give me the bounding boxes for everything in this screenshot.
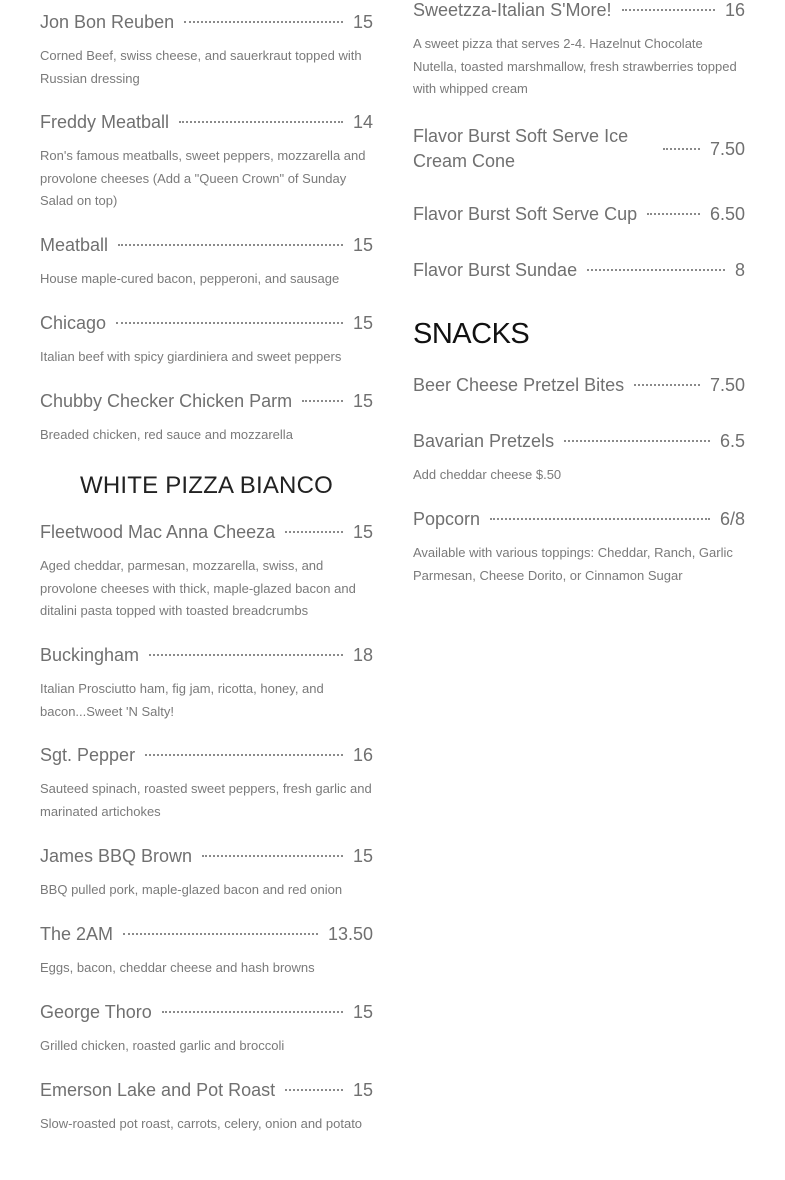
item-description: Ron's famous meatballs, sweet peppers, mozzarella and provolone cheeses (Add a "Queen Crown" of Sunday Salad on top): [40, 148, 366, 208]
menu-item: [40, 846, 373, 902]
item-name: Chicago: [40, 313, 107, 333]
menu-item: [40, 313, 373, 369]
leader-dots: [184, 21, 343, 23]
item-description: Sauteed spinach, roasted sweet peppers, fresh garlic and marinated artichokes: [40, 781, 372, 819]
item-name: Emerson Lake and Pot Roast: [40, 1080, 276, 1100]
menu-item: [413, 375, 745, 396]
leader-dots: [149, 654, 343, 656]
leader-dots: [490, 518, 710, 520]
leader-dots: [285, 531, 343, 533]
menu-item: [40, 745, 373, 823]
leader-dots: [634, 384, 700, 386]
item-description: Available with various toppings: Cheddar, Ranch, Garlic Parmesan, Cheese Dorito, or Cinnamon Sugar: [413, 545, 733, 583]
item-description: A sweet pizza that serves 2-4. Hazelnut Chocolate Nutella, toasted marshmallow, fresh strawberries topped with whipped cream: [413, 36, 737, 96]
item-description: Slow-roasted pot roast, carrots, celery, onion and potato: [40, 1116, 363, 1131]
item-name: Chubby Checker Chicken Parm: [40, 391, 293, 411]
item-name: George Thoro: [40, 1002, 152, 1022]
item-description: Eggs, bacon, cheddar cheese and hash browns: [40, 960, 315, 975]
item-price: 8: [734, 260, 745, 280]
item-description: House maple-cured bacon, pepperoni, and sausage: [40, 271, 340, 286]
leader-dots: [162, 1011, 343, 1013]
leader-dots: [145, 754, 343, 756]
item-price: 6/8: [719, 509, 745, 529]
leader-dots: [285, 1089, 343, 1091]
item-name: Jon Bon Reuben: [40, 12, 175, 32]
menu-item: [40, 1080, 373, 1136]
menu-item: [413, 204, 745, 225]
leader-dots: [202, 855, 343, 857]
item-price: 15: [352, 391, 373, 411]
item-name: Sweetzza-Italian S'More!: [413, 0, 612, 20]
item-price: 6.5: [719, 431, 745, 451]
item-description: Italian Prosciutto ham, fig jam, ricotta, honey, and bacon...Sweet 'N Salty!: [40, 681, 324, 719]
leader-dots: [179, 121, 343, 123]
item-price: 7.50: [709, 375, 745, 395]
item-description: BBQ pulled pork, maple-glazed bacon and red onion: [40, 882, 343, 897]
item-name: Sgt. Pepper: [40, 745, 136, 765]
item-name: Meatball: [40, 235, 109, 255]
item-description: Italian beef with spicy giardiniera and sweet peppers: [40, 349, 342, 364]
item-price: 15: [352, 1080, 373, 1100]
item-name: Fleetwood Mac Anna Cheeza: [40, 522, 276, 542]
menu-item: [40, 235, 373, 291]
item-description: Corned Beef, swiss cheese, and sauerkraut topped with Russian dressing: [40, 48, 362, 86]
item-name: Bavarian Pretzels: [413, 431, 555, 451]
menu-item: [413, 260, 745, 281]
menu-item: [40, 1002, 373, 1058]
menu-item: [40, 645, 373, 723]
item-name: James BBQ Brown: [40, 846, 193, 866]
item-price: 13.50: [327, 924, 373, 944]
section-heading-snacks: SNACKS: [413, 318, 530, 350]
leader-dots: [647, 213, 700, 215]
item-price: 6.50: [709, 204, 745, 224]
item-name: Beer Cheese Pretzel Bites: [413, 375, 625, 395]
item-price: 15: [352, 1002, 373, 1022]
item-price: 15: [352, 12, 373, 32]
item-price: 16: [352, 745, 373, 765]
item-description: Grilled chicken, roasted garlic and broccoli: [40, 1038, 285, 1053]
leader-dots: [118, 244, 343, 246]
menu-item: [413, 509, 745, 587]
menu-item: [40, 112, 373, 213]
item-price: 15: [352, 313, 373, 333]
leader-dots: [302, 400, 343, 402]
item-description: Breaded chicken, red sauce and mozzarella: [40, 427, 293, 442]
item-name: Flavor Burst Soft Serve Ice Cream Cone: [413, 126, 629, 171]
item-price: 16: [724, 0, 745, 20]
item-name: Buckingham: [40, 645, 140, 665]
menu-item: [40, 391, 373, 447]
item-price: 18: [352, 645, 373, 665]
section-heading-white-pizza: WHITE PIZZA BIANCO: [80, 472, 333, 499]
item-name: The 2AM: [40, 924, 114, 944]
item-price: 15: [352, 235, 373, 255]
item-name: Flavor Burst Soft Serve Cup: [413, 204, 638, 224]
leader-dots: [564, 440, 710, 442]
item-name: Flavor Burst Sundae: [413, 260, 578, 280]
item-price: 14: [352, 112, 373, 132]
menu-item: [413, 124, 745, 174]
menu-item: [40, 12, 373, 90]
menu-item: [40, 924, 373, 980]
leader-dots: [622, 9, 715, 11]
leader-dots: [663, 148, 700, 150]
item-price: 15: [352, 522, 373, 542]
menu-item: [413, 0, 745, 101]
item-description: Aged cheddar, parmesan, mozzarella, swiss, and provolone cheeses with thick, maple-glazed bacon and ditalini pasta topped with toasted breadcrumbs: [40, 558, 356, 618]
leader-dots: [123, 933, 318, 935]
item-name: Freddy Meatball: [40, 112, 170, 132]
menu-item: [413, 431, 745, 487]
menu-item: [40, 522, 373, 623]
item-price: 15: [352, 846, 373, 866]
item-name: Popcorn: [413, 509, 481, 529]
leader-dots: [116, 322, 343, 324]
item-price: 7.50: [709, 138, 745, 159]
leader-dots: [587, 269, 725, 271]
item-description: Add cheddar cheese $.50: [413, 467, 562, 482]
